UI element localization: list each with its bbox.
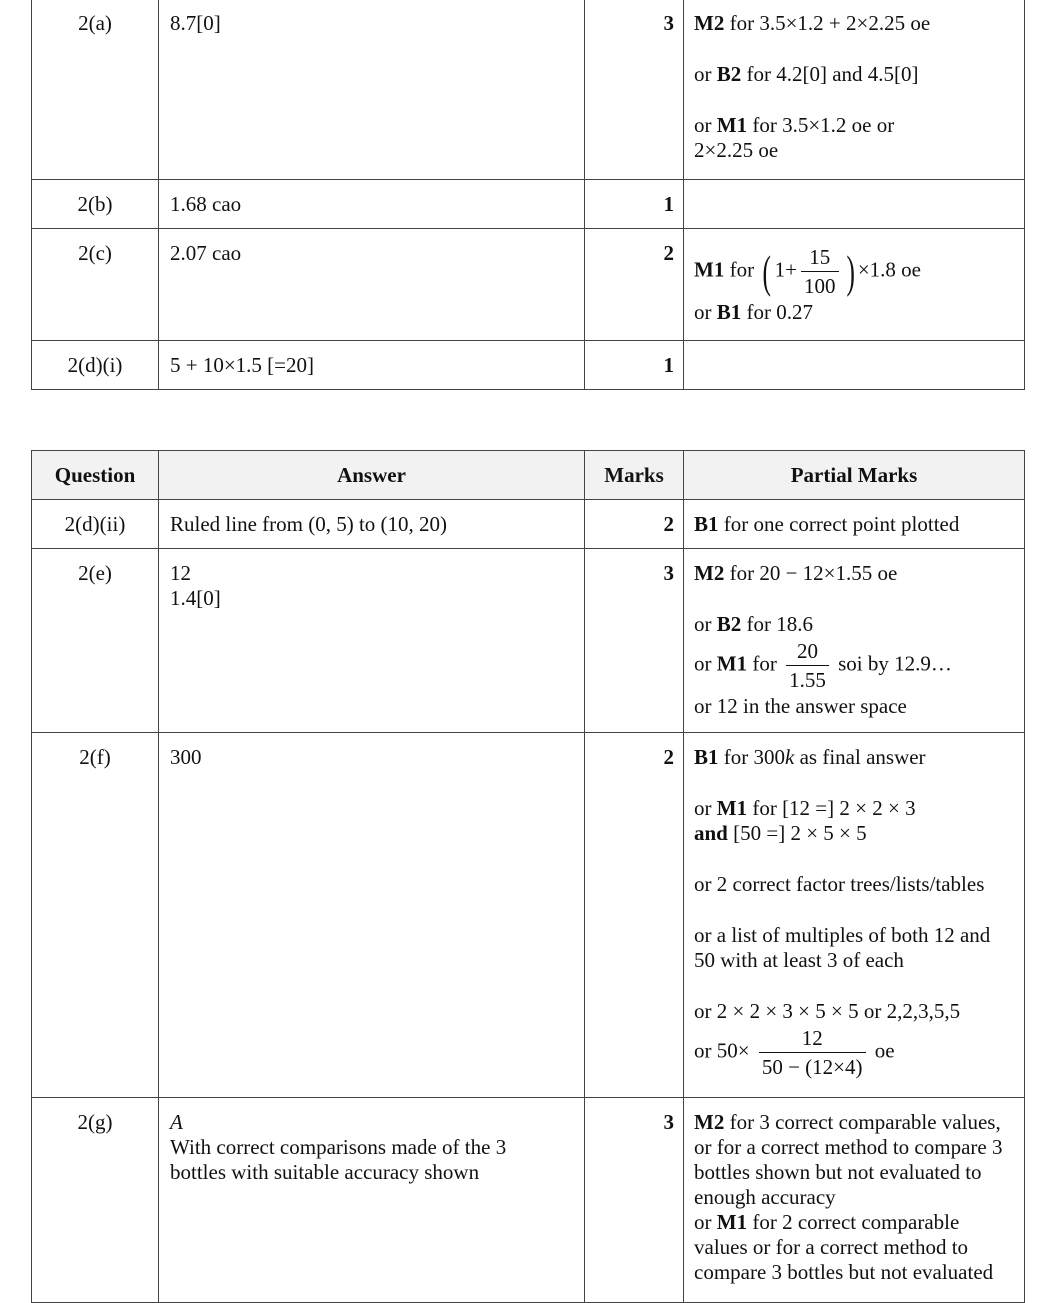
partial-line: or a list of multiples of both 12 and 50 with at least 3 of each [694,923,991,972]
answer-line: With correct comparisons made of the 3 bottles with suitable accuracy shown [170,1135,507,1184]
partial-line: or M1 for 2 correct comparable values or for a correct method to compare 3 bottles but not evaluated [694,1210,994,1284]
partial-marks-cell [684,0,1025,180]
fraction-denominator: 50 − (12×4) [759,1052,866,1081]
marks-cell: 2 [585,229,684,341]
partial-line: and [50 =] 2 × 5 × 5 [694,821,867,845]
answer-cell: 2.07 cao [159,229,585,341]
table-header-row [32,451,1025,500]
fraction [801,243,839,300]
partial-text: or M1 for [694,651,777,676]
partial-line: or 12 in the answer space [694,694,907,718]
table-row [32,341,1025,390]
marks-cell: 1 [585,341,684,390]
question-cell: 2(d)(ii) [32,500,159,549]
table-row [32,0,1025,180]
question-cell: 2(d)(i) [32,341,159,390]
fraction-numerator: 12 [801,1026,823,1050]
partial-line: or B2 for 18.6 [694,612,814,636]
table-row [32,1098,1025,1303]
partial-line: 2×2.25 oe [694,138,779,162]
partial-text: or 50× [694,1038,750,1063]
partial-marks-cell [684,733,1025,1098]
partial-marks-cell [684,341,1025,390]
fraction [759,1024,866,1081]
question-cell: 2(e) [32,549,159,733]
partial-marks-cell [684,1098,1025,1303]
partial-line: or 2 × 2 × 3 × 5 × 5 or 2,2,3,5,5 [694,999,961,1023]
partial-line: B1 for 300k as final answer [694,745,926,769]
question-cell: 2(a) [32,0,159,180]
answer-cell: Ruled line from (0, 5) to (10, 20) [159,500,585,549]
partial-text: 1+ [774,257,797,282]
answer-cell: 8.7[0] [159,0,585,180]
partial-text: soi by 12.9… [838,651,952,676]
marks-cell: 1 [585,180,684,229]
marks-cell: 3 [585,0,684,180]
partial-line [694,637,1014,694]
partial-text: M1 for [694,257,755,282]
answer-cell: 300 [159,733,585,1098]
table-row [32,733,1025,1098]
header-question: Question [32,451,159,500]
table-row [32,229,1025,341]
partial-line: or M1 for [12 =] 2 × 2 × 3 [694,796,916,820]
mark-scheme-table-top [31,0,1025,390]
answer-cell: 1.68 cao [159,180,585,229]
fraction-numerator: 20 [796,639,818,663]
partial-line: or 2 correct factor trees/lists/tables [694,872,985,896]
partial-text: ×1.8 oe [857,257,921,282]
question-cell: 2(g) [32,1098,159,1303]
fraction-numerator: 15 [809,245,831,269]
question-cell: 2(c) [32,229,159,341]
partial-text: oe [874,1038,895,1063]
partial-marks-cell [684,180,1025,229]
marks-cell: 2 [585,733,684,1098]
answer-line: A [170,1110,183,1134]
partial-line: or B2 for 4.2[0] and 4.5[0] [694,62,919,86]
close-paren: ) [845,245,855,297]
fraction-denominator: 100 [801,271,839,300]
table-row [32,500,1025,549]
marks-cell: 2 [585,500,684,549]
question-cell: 2(b) [32,180,159,229]
answer-line: 1.4[0] [170,586,221,610]
partial-marks-cell [684,549,1025,733]
header-answer: Answer [159,451,585,500]
header-marks: Marks [585,451,684,500]
partial-line: or M1 for 3.5×1.2 oe or [694,113,895,137]
answer-cell: 5 + 10×1.5 [=20] [159,341,585,390]
partial-line: M2 for 20 − 12×1.55 oe [694,561,898,585]
table-row [32,180,1025,229]
answer-line: 12 [170,561,191,585]
answer-cell [159,1098,585,1303]
open-paren: ( [762,245,772,297]
question-cell: 2(f) [32,733,159,1098]
partial-line: M2 for 3 correct comparable values, or for a correct method to compare 3 bottles shown but not evaluated to enough accuracy [694,1110,1003,1209]
answer-cell [159,549,585,733]
marks-cell: 3 [585,549,684,733]
table-row [32,549,1025,733]
fraction-denominator: 1.55 [786,665,829,694]
marks-cell: 3 [585,1098,684,1303]
mark-scheme-table [31,450,1025,1303]
fraction [786,637,829,694]
partial-line [694,1024,1014,1081]
header-partial-marks: Partial Marks [684,451,1025,500]
partial-line: M2 for 3.5×1.2 + 2×2.25 oe [694,11,931,35]
partial-marks-cell [684,229,1025,341]
partial-line [694,243,1014,300]
partial-line: or B1 for 0.27 [694,300,814,324]
partial-marks-cell: B1 for one correct point plotted [684,500,1025,549]
